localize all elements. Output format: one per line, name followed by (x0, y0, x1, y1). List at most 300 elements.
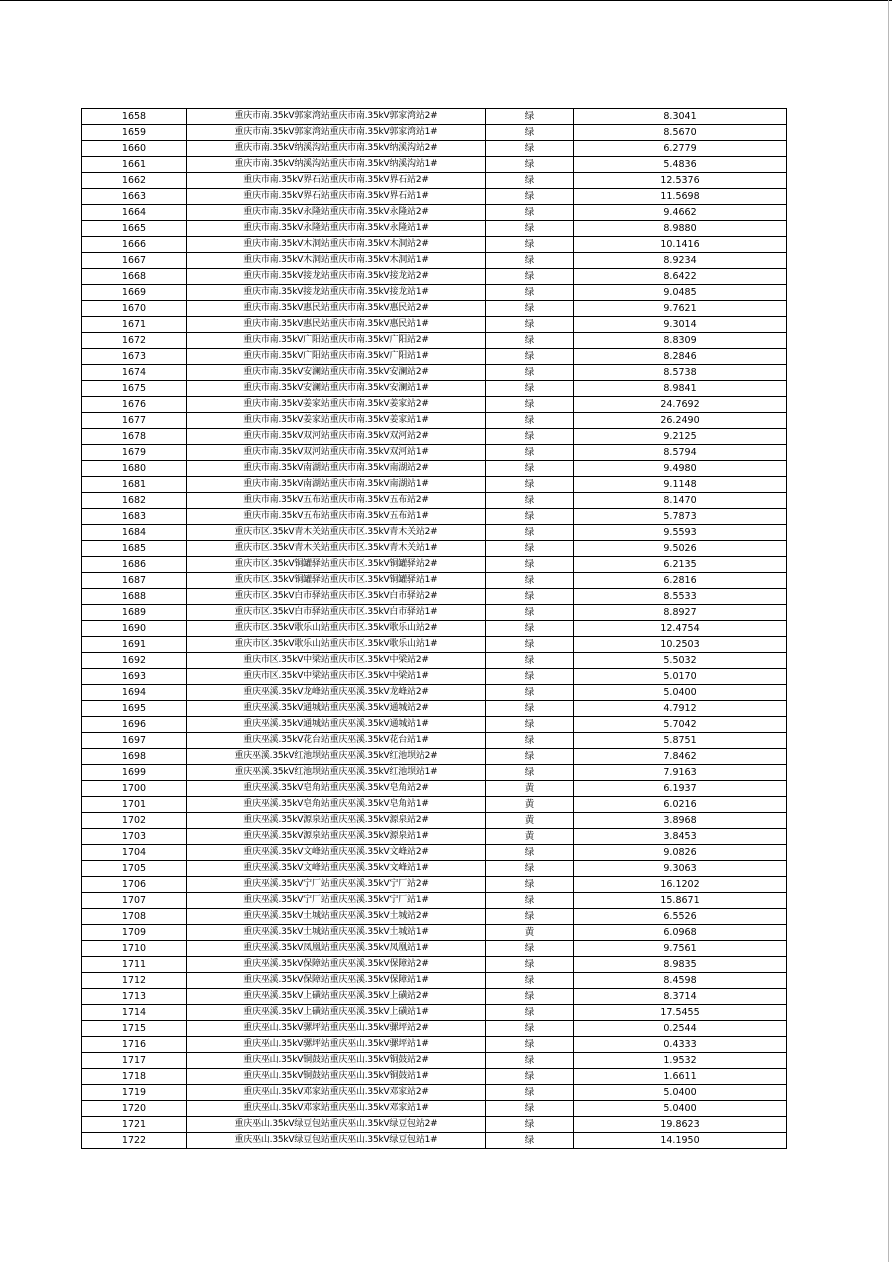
table-row (82, 845, 787, 861)
status-cell: 绿 (486, 909, 574, 925)
station-name-cell: 重庆市南.35kV安澜站重庆市南.35kV安澜站2# (187, 365, 486, 381)
page-right-edge (888, 0, 889, 1262)
station-name-cell: 重庆巫溪.35kV龙峰站重庆巫溪.35kV龙峰站2# (187, 685, 486, 701)
substation-data-table (81, 108, 787, 1149)
row-index-cell: 1695 (82, 701, 187, 717)
station-name-cell: 重庆巫山.35kV铜鼓站重庆巫山.35kV铜鼓站1# (187, 1069, 486, 1085)
value-cell: 8.6422 (574, 269, 787, 285)
value-cell: 0.4333 (574, 1037, 787, 1053)
table-row (82, 1133, 787, 1149)
value-cell: 5.0400 (574, 1085, 787, 1101)
status-cell: 绿 (486, 749, 574, 765)
value-cell: 0.2544 (574, 1021, 787, 1037)
table-row (82, 749, 787, 765)
row-index-cell: 1672 (82, 333, 187, 349)
row-index-cell: 1674 (82, 365, 187, 381)
value-cell: 9.7621 (574, 301, 787, 317)
table-row (82, 797, 787, 813)
value-cell: 6.2816 (574, 573, 787, 589)
value-cell: 24.7692 (574, 397, 787, 413)
row-index-cell: 1675 (82, 381, 187, 397)
value-cell: 9.5026 (574, 541, 787, 557)
value-cell: 8.1470 (574, 493, 787, 509)
table-row (82, 701, 787, 717)
status-cell: 绿 (486, 285, 574, 301)
value-cell: 12.4754 (574, 621, 787, 637)
station-name-cell: 重庆市南.35kV五布站重庆市南.35kV五布站2# (187, 493, 486, 509)
row-index-cell: 1713 (82, 989, 187, 1005)
status-cell: 绿 (486, 1085, 574, 1101)
station-name-cell: 重庆市区.35kV白市驿站重庆市区.35kV白市驿站1# (187, 605, 486, 621)
table-row (82, 717, 787, 733)
station-name-cell: 重庆市南.35kV郭家湾站重庆市南.35kV郭家湾站1# (187, 125, 486, 141)
row-index-cell: 1696 (82, 717, 187, 733)
status-cell: 绿 (486, 733, 574, 749)
status-cell: 绿 (486, 125, 574, 141)
value-cell: 5.8751 (574, 733, 787, 749)
row-index-cell: 1677 (82, 413, 187, 429)
row-index-cell: 1710 (82, 941, 187, 957)
row-index-cell: 1716 (82, 1037, 187, 1053)
value-cell: 8.2846 (574, 349, 787, 365)
status-cell: 绿 (486, 605, 574, 621)
table-row (82, 925, 787, 941)
row-index-cell: 1704 (82, 845, 187, 861)
station-name-cell: 重庆巫溪.35kV皂角站重庆巫溪.35kV皂角站1# (187, 797, 486, 813)
status-cell: 绿 (486, 509, 574, 525)
station-name-cell: 重庆市南.35kV惠民站重庆市南.35kV惠民站2# (187, 301, 486, 317)
status-cell: 绿 (486, 973, 574, 989)
station-name-cell: 重庆市区.35kV歌乐山站重庆市区.35kV歌乐山站1# (187, 637, 486, 653)
table-row (82, 525, 787, 541)
status-cell: 绿 (486, 205, 574, 221)
value-cell: 4.7912 (574, 701, 787, 717)
value-cell: 15.8671 (574, 893, 787, 909)
table-row (82, 493, 787, 509)
status-cell: 绿 (486, 573, 574, 589)
row-index-cell: 1685 (82, 541, 187, 557)
station-name-cell: 重庆巫山.35kV骡坪站重庆巫山.35kV骡坪站1# (187, 1037, 486, 1053)
station-name-cell: 重庆巫溪.35kV源泉站重庆巫溪.35kV源泉站1# (187, 829, 486, 845)
value-cell: 9.3063 (574, 861, 787, 877)
row-index-cell: 1688 (82, 589, 187, 605)
table-row (82, 349, 787, 365)
station-name-cell: 重庆巫溪.35kV土城站重庆巫溪.35kV土城站2# (187, 909, 486, 925)
status-cell: 绿 (486, 429, 574, 445)
status-cell: 绿 (486, 765, 574, 781)
status-cell: 绿 (486, 1005, 574, 1021)
table-row (82, 317, 787, 333)
station-name-cell: 重庆市南.35kV纳溪沟站重庆市南.35kV纳溪沟站2# (187, 141, 486, 157)
table-row (82, 605, 787, 621)
status-cell: 绿 (486, 957, 574, 973)
row-index-cell: 1720 (82, 1101, 187, 1117)
row-index-cell: 1718 (82, 1069, 187, 1085)
value-cell: 8.5794 (574, 445, 787, 461)
table-row (82, 397, 787, 413)
value-cell: 7.8462 (574, 749, 787, 765)
status-cell: 绿 (486, 349, 574, 365)
station-name-cell: 重庆市南.35kV广阳站重庆市南.35kV广阳站1# (187, 349, 486, 365)
value-cell: 3.8453 (574, 829, 787, 845)
station-name-cell: 重庆巫山.35kV邓家站重庆巫山.35kV邓家站1# (187, 1101, 486, 1117)
station-name-cell: 重庆市区.35kV歌乐山站重庆市区.35kV歌乐山站2# (187, 621, 486, 637)
table-row (82, 1037, 787, 1053)
row-index-cell: 1701 (82, 797, 187, 813)
status-cell: 黄 (486, 829, 574, 845)
row-index-cell: 1691 (82, 637, 187, 653)
value-cell: 5.0400 (574, 685, 787, 701)
table-row (82, 781, 787, 797)
station-name-cell: 重庆市南.35kV永隆站重庆市南.35kV永隆站1# (187, 221, 486, 237)
value-cell: 8.9841 (574, 381, 787, 397)
table-row (82, 237, 787, 253)
row-index-cell: 1680 (82, 461, 187, 477)
table-row (82, 829, 787, 845)
status-cell: 绿 (486, 589, 574, 605)
station-name-cell: 重庆市区.35kV铜罐驿站重庆市区.35kV铜罐驿站1# (187, 573, 486, 589)
station-name-cell: 重庆巫溪.35kV通城站重庆巫溪.35kV通城站2# (187, 701, 486, 717)
table-row (82, 573, 787, 589)
status-cell: 绿 (486, 397, 574, 413)
value-cell: 8.5670 (574, 125, 787, 141)
row-index-cell: 1699 (82, 765, 187, 781)
station-name-cell: 重庆巫溪.35kV红池坝站重庆巫溪.35kV红池坝站2# (187, 749, 486, 765)
value-cell: 9.1148 (574, 477, 787, 493)
table-row (82, 205, 787, 221)
table-body (82, 109, 787, 1149)
status-cell: 绿 (486, 941, 574, 957)
row-index-cell: 1721 (82, 1117, 187, 1133)
status-cell: 绿 (486, 557, 574, 573)
status-cell: 绿 (486, 701, 574, 717)
table-row (82, 973, 787, 989)
status-cell: 绿 (486, 189, 574, 205)
value-cell: 1.6611 (574, 1069, 787, 1085)
station-name-cell: 重庆巫山.35kV铜鼓站重庆巫山.35kV铜鼓站2# (187, 1053, 486, 1069)
table-row (82, 733, 787, 749)
row-index-cell: 1659 (82, 125, 187, 141)
table-row (82, 189, 787, 205)
value-cell: 7.9163 (574, 765, 787, 781)
station-name-cell: 重庆巫溪.35kV花台站重庆巫溪.35kV花台站1# (187, 733, 486, 749)
station-name-cell: 重庆市南.35kV惠民站重庆市南.35kV惠民站1# (187, 317, 486, 333)
status-cell: 绿 (486, 333, 574, 349)
table-row (82, 1069, 787, 1085)
table-row (82, 557, 787, 573)
value-cell: 8.9234 (574, 253, 787, 269)
status-cell: 绿 (486, 381, 574, 397)
table-row (82, 877, 787, 893)
table-row (82, 157, 787, 173)
row-index-cell: 1697 (82, 733, 187, 749)
row-index-cell: 1689 (82, 605, 187, 621)
row-index-cell: 1660 (82, 141, 187, 157)
status-cell: 绿 (486, 477, 574, 493)
value-cell: 6.2135 (574, 557, 787, 573)
row-index-cell: 1711 (82, 957, 187, 973)
row-index-cell: 1665 (82, 221, 187, 237)
table-row (82, 941, 787, 957)
value-cell: 8.3714 (574, 989, 787, 1005)
station-name-cell: 重庆巫溪.35kV宁厂站重庆巫溪.35kV宁厂站2# (187, 877, 486, 893)
status-cell: 绿 (486, 1021, 574, 1037)
status-cell: 绿 (486, 1069, 574, 1085)
station-name-cell: 重庆巫溪.35kV土城站重庆巫溪.35kV土城站1# (187, 925, 486, 941)
value-cell: 19.8623 (574, 1117, 787, 1133)
table-row (82, 1005, 787, 1021)
status-cell: 绿 (486, 237, 574, 253)
table-row (82, 461, 787, 477)
value-cell: 9.3014 (574, 317, 787, 333)
value-cell: 6.5526 (574, 909, 787, 925)
table-row (82, 1021, 787, 1037)
table-row (82, 429, 787, 445)
station-name-cell: 重庆市区.35kV青木关站重庆市区.35kV青木关站1# (187, 541, 486, 557)
row-index-cell: 1692 (82, 653, 187, 669)
station-name-cell: 重庆市南.35kV广阳站重庆市南.35kV广阳站2# (187, 333, 486, 349)
value-cell: 17.5455 (574, 1005, 787, 1021)
value-cell: 3.8968 (574, 813, 787, 829)
table-row (82, 1053, 787, 1069)
row-index-cell: 1681 (82, 477, 187, 493)
row-index-cell: 1712 (82, 973, 187, 989)
value-cell: 11.5698 (574, 189, 787, 205)
value-cell: 8.5533 (574, 589, 787, 605)
table-row (82, 269, 787, 285)
station-name-cell: 重庆巫溪.35kV凤凰站重庆巫溪.35kV凤凰站1# (187, 941, 486, 957)
table-row (82, 285, 787, 301)
station-name-cell: 重庆巫溪.35kV源泉站重庆巫溪.35kV源泉站2# (187, 813, 486, 829)
row-index-cell: 1670 (82, 301, 187, 317)
row-index-cell: 1717 (82, 1053, 187, 1069)
table-row (82, 301, 787, 317)
status-cell: 绿 (486, 989, 574, 1005)
value-cell: 6.2779 (574, 141, 787, 157)
row-index-cell: 1669 (82, 285, 187, 301)
value-cell: 6.1937 (574, 781, 787, 797)
station-name-cell: 重庆巫溪.35kV皂角站重庆巫溪.35kV皂角站2# (187, 781, 486, 797)
status-cell: 绿 (486, 221, 574, 237)
status-cell: 绿 (486, 893, 574, 909)
row-index-cell: 1694 (82, 685, 187, 701)
row-index-cell: 1702 (82, 813, 187, 829)
station-name-cell: 重庆巫溪.35kV保障站重庆巫溪.35kV保障站2# (187, 957, 486, 973)
status-cell: 绿 (486, 365, 574, 381)
table-row (82, 893, 787, 909)
value-cell: 16.1202 (574, 877, 787, 893)
table-row (82, 221, 787, 237)
row-index-cell: 1664 (82, 205, 187, 221)
table-row (82, 989, 787, 1005)
row-index-cell: 1709 (82, 925, 187, 941)
row-index-cell: 1673 (82, 349, 187, 365)
station-name-cell: 重庆市南.35kV南湖站重庆市南.35kV南湖站1# (187, 477, 486, 493)
station-name-cell: 重庆市南.35kV界石站重庆市南.35kV界石站2# (187, 173, 486, 189)
value-cell: 8.3041 (574, 109, 787, 125)
row-index-cell: 1678 (82, 429, 187, 445)
station-name-cell: 重庆市南.35kV姜家站重庆市南.35kV姜家站1# (187, 413, 486, 429)
value-cell: 5.4836 (574, 157, 787, 173)
station-name-cell: 重庆巫溪.35kV上磺站重庆巫溪.35kV上磺站1# (187, 1005, 486, 1021)
station-name-cell: 重庆巫溪.35kV宁厂站重庆巫溪.35kV宁厂站1# (187, 893, 486, 909)
status-cell: 绿 (486, 157, 574, 173)
table-row (82, 445, 787, 461)
status-cell: 绿 (486, 877, 574, 893)
row-index-cell: 1668 (82, 269, 187, 285)
table-row (82, 621, 787, 637)
status-cell: 绿 (486, 413, 574, 429)
status-cell: 绿 (486, 269, 574, 285)
value-cell: 6.0968 (574, 925, 787, 941)
row-index-cell: 1698 (82, 749, 187, 765)
row-index-cell: 1715 (82, 1021, 187, 1037)
table-row (82, 1117, 787, 1133)
table-row (82, 957, 787, 973)
table-row (82, 637, 787, 653)
station-name-cell: 重庆巫山.35kV骡坪站重庆巫山.35kV骡坪站2# (187, 1021, 486, 1037)
station-name-cell: 重庆巫溪.35kV保障站重庆巫溪.35kV保障站1# (187, 973, 486, 989)
value-cell: 8.5738 (574, 365, 787, 381)
row-index-cell: 1693 (82, 669, 187, 685)
value-cell: 9.4980 (574, 461, 787, 477)
station-name-cell: 重庆市南.35kV永隆站重庆市南.35kV永隆站2# (187, 205, 486, 221)
station-name-cell: 重庆巫溪.35kV文峰站重庆巫溪.35kV文峰站2# (187, 845, 486, 861)
station-name-cell: 重庆市区.35kV铜罐驿站重庆市区.35kV铜罐驿站2# (187, 557, 486, 573)
value-cell: 26.2490 (574, 413, 787, 429)
row-index-cell: 1700 (82, 781, 187, 797)
row-index-cell: 1690 (82, 621, 187, 637)
row-index-cell: 1658 (82, 109, 187, 125)
value-cell: 9.5593 (574, 525, 787, 541)
station-name-cell: 重庆市南.35kV郭家湾站重庆市南.35kV郭家湾站2# (187, 109, 486, 125)
status-cell: 绿 (486, 1101, 574, 1117)
station-name-cell: 重庆巫溪.35kV通城站重庆巫溪.35kV通城站1# (187, 717, 486, 733)
station-name-cell: 重庆巫溪.35kV上磺站重庆巫溪.35kV上磺站2# (187, 989, 486, 1005)
value-cell: 5.7873 (574, 509, 787, 525)
status-cell: 黄 (486, 925, 574, 941)
status-cell: 绿 (486, 541, 574, 557)
status-cell: 绿 (486, 493, 574, 509)
value-cell: 10.2503 (574, 637, 787, 653)
status-cell: 黄 (486, 813, 574, 829)
status-cell: 黄 (486, 781, 574, 797)
status-cell: 绿 (486, 637, 574, 653)
table-row (82, 653, 787, 669)
row-index-cell: 1666 (82, 237, 187, 253)
row-index-cell: 1662 (82, 173, 187, 189)
table-row (82, 589, 787, 605)
table-row (82, 909, 787, 925)
page-top-rule (0, 0, 892, 1)
status-cell: 绿 (486, 861, 574, 877)
row-index-cell: 1676 (82, 397, 187, 413)
station-name-cell: 重庆市区.35kV青木关站重庆市区.35kV青木关站2# (187, 525, 486, 541)
table-row (82, 685, 787, 701)
row-index-cell: 1687 (82, 573, 187, 589)
status-cell: 绿 (486, 669, 574, 685)
status-cell: 绿 (486, 845, 574, 861)
table-row (82, 477, 787, 493)
status-cell: 绿 (486, 461, 574, 477)
station-name-cell: 重庆市南.35kV姜家站重庆市南.35kV姜家站2# (187, 397, 486, 413)
status-cell: 绿 (486, 445, 574, 461)
table-row (82, 861, 787, 877)
status-cell: 绿 (486, 525, 574, 541)
row-index-cell: 1661 (82, 157, 187, 173)
value-cell: 8.8927 (574, 605, 787, 621)
value-cell: 9.2125 (574, 429, 787, 445)
value-cell: 5.0170 (574, 669, 787, 685)
table-row (82, 813, 787, 829)
value-cell: 5.5032 (574, 653, 787, 669)
table-row (82, 253, 787, 269)
table-row (82, 109, 787, 125)
status-cell: 绿 (486, 253, 574, 269)
table-row (82, 1101, 787, 1117)
table-row (82, 669, 787, 685)
status-cell: 绿 (486, 653, 574, 669)
table-row (82, 1085, 787, 1101)
status-cell: 绿 (486, 141, 574, 157)
row-index-cell: 1714 (82, 1005, 187, 1021)
value-cell: 5.0400 (574, 1101, 787, 1117)
value-cell: 8.9835 (574, 957, 787, 973)
station-name-cell: 重庆巫溪.35kV红池坝站重庆巫溪.35kV红池坝站1# (187, 765, 486, 781)
station-name-cell: 重庆市南.35kV接龙站重庆市南.35kV接龙站2# (187, 269, 486, 285)
station-name-cell: 重庆巫山.35kV绿豆包站重庆巫山.35kV绿豆包站1# (187, 1133, 486, 1149)
table-row (82, 765, 787, 781)
status-cell: 绿 (486, 109, 574, 125)
table-row (82, 173, 787, 189)
value-cell: 6.0216 (574, 797, 787, 813)
value-cell: 8.8309 (574, 333, 787, 349)
row-index-cell: 1679 (82, 445, 187, 461)
station-name-cell: 重庆市南.35kV界石站重庆市南.35kV界石站1# (187, 189, 486, 205)
value-cell: 12.5376 (574, 173, 787, 189)
row-index-cell: 1663 (82, 189, 187, 205)
table-row (82, 125, 787, 141)
status-cell: 绿 (486, 301, 574, 317)
value-cell: 9.0826 (574, 845, 787, 861)
table-row (82, 141, 787, 157)
value-cell: 9.0485 (574, 285, 787, 301)
station-name-cell: 重庆市南.35kV接龙站重庆市南.35kV接龙站1# (187, 285, 486, 301)
value-cell: 5.7042 (574, 717, 787, 733)
station-name-cell: 重庆巫山.35kV绿豆包站重庆巫山.35kV绿豆包站2# (187, 1117, 486, 1133)
station-name-cell: 重庆巫溪.35kV文峰站重庆巫溪.35kV文峰站1# (187, 861, 486, 877)
value-cell: 9.7561 (574, 941, 787, 957)
row-index-cell: 1719 (82, 1085, 187, 1101)
table-row (82, 381, 787, 397)
row-index-cell: 1703 (82, 829, 187, 845)
station-name-cell: 重庆市南.35kV双河站重庆市南.35kV双河站1# (187, 445, 486, 461)
row-index-cell: 1667 (82, 253, 187, 269)
value-cell: 8.9880 (574, 221, 787, 237)
station-name-cell: 重庆市南.35kV安澜站重庆市南.35kV安澜站1# (187, 381, 486, 397)
status-cell: 绿 (486, 621, 574, 637)
station-name-cell: 重庆市南.35kV木洞站重庆市南.35kV木洞站2# (187, 237, 486, 253)
row-index-cell: 1708 (82, 909, 187, 925)
value-cell: 9.4662 (574, 205, 787, 221)
station-name-cell: 重庆巫山.35kV邓家站重庆巫山.35kV邓家站2# (187, 1085, 486, 1101)
station-name-cell: 重庆市南.35kV木洞站重庆市南.35kV木洞站1# (187, 253, 486, 269)
status-cell: 绿 (486, 1133, 574, 1149)
value-cell: 8.4598 (574, 973, 787, 989)
status-cell: 绿 (486, 1037, 574, 1053)
station-name-cell: 重庆市区.35kV白市驿站重庆市区.35kV白市驿站2# (187, 589, 486, 605)
station-name-cell: 重庆市南.35kV南湖站重庆市南.35kV南湖站2# (187, 461, 486, 477)
